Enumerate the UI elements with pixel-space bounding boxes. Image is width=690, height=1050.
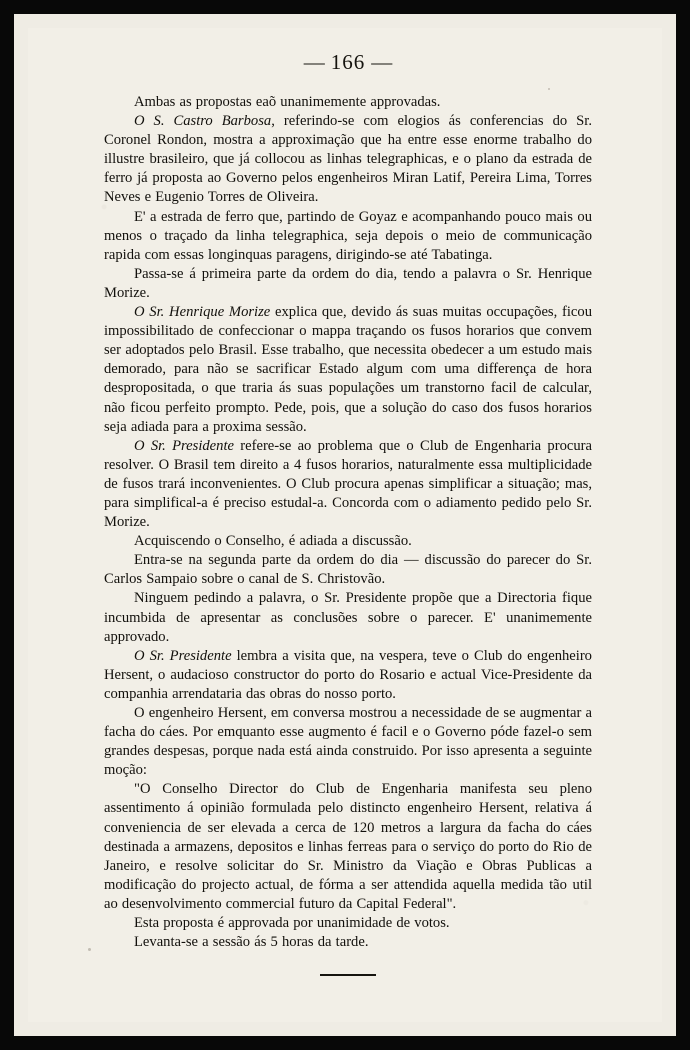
paragraph: [104, 933, 592, 952]
paragraph: [104, 647, 592, 704]
paragraph-text: E' a estrada de ferro que, partindo de Goyaz e acompanhando pouco mais ou menos o traçado da linha telegraphica, seja depois o meio de communicação rapida com essas longinquas paragens, dirigindo-se até Tabatinga.: [104, 208, 592, 263]
page-number: [104, 50, 592, 75]
paragraph: [104, 93, 592, 112]
paper-speck: [88, 948, 91, 951]
paragraph-text: explica que, devido ás suas muitas occupações, ficou impossibilitado de confeccionar o mappa traçando os fusos horarios que convem ser adoptados pelo Brasil. Esse trabalho, que necessita obedecer a um estudo mais demorado, para não se sacrificar Estado algum com uma differença de hora despropositada, o que traria ás suas populações um transtorno facil de calcular, não ficou perfeito prompto. Pede, pois, que a solução do caso dos fusos horarios seja adiada para a proxima sessão.: [104, 304, 592, 435]
paragraph-text: , referindo-se com elogios ás conferencias do Sr. Coronel Rondon, mostra a approximação que ha entre esse enorme trabalho do illustre brasileiro, que já collocou as linhas telegraphicas, e o plano da estrada de ferro já proposta ao Governo pelos engenheiros Miran Latif, Pereira Lima, Torres Neves e Eugenio Torres de Oliveira.: [104, 113, 592, 206]
page-number-suffix: —: [371, 50, 393, 74]
page-content: [104, 50, 592, 976]
paragraph-text: refere-se ao problema que o Club de Engenharia procura resolver. O Brasil tem direito a 4 fusos horarios, naturalmente essa multiplicidade de fusos trará inconvenientes. O Club procura apenas simplificar a situação; mas, para simplifical-a é preciso estudal-a. Concorda com o adiamento pedido pelo Sr. Morize.: [104, 437, 592, 531]
page-number-value: 166: [330, 50, 366, 74]
page-paper: [28, 28, 662, 1022]
paragraph: [104, 303, 592, 437]
paragraph-text: Acquiscendo o Conselho, é adiada a discussão.: [134, 533, 412, 550]
paragraph-text: Ninguem pedindo a palavra, o Sr. Presidente propõe que a Directoria fique incumbida de apresentar as conclusões sobre o parecer. E' unanimemente approvado.: [104, 590, 592, 645]
speaker-name: O Sr. Presidente: [134, 437, 234, 454]
paragraph-text: Levanta-se a sessão ás 5 horas da tarde.: [134, 934, 369, 951]
speaker-name: O Sr. Presidente: [134, 647, 232, 664]
speaker-name: O S. Castro Barbosa: [134, 113, 272, 130]
paragraph: [104, 551, 592, 589]
paragraph: [104, 437, 592, 532]
paragraph: [104, 208, 592, 265]
paragraph-text: lembra a visita que, na vespera, teve o Club do engenheiro Hersent, o audacioso constructor do porto do Rosario e actual Vice-Presidente da companhia arrendataria das obras do nosso porto.: [104, 647, 592, 702]
paragraph-text: Esta proposta é approvada por unanimidade de votos.: [134, 915, 450, 932]
paragraph: [104, 914, 592, 933]
paragraph: [104, 532, 592, 551]
paragraph-text: Passa-se á primeira parte da ordem do dia, tendo a palavra o Sr. Henrique Morize.: [104, 265, 592, 301]
paragraph-text: "O Conselho Director do Club de Engenharia manifesta seu pleno assentimento á opinião formulada pelo distincto engenheiro Hersent, relativa á conveniencia de ser elevada a cerca de 120 metros a largura da facha do cáes destinada a armazens, depositos e linhas ferreas para o serviço do porto do Rio de Janeiro, e resolve solicitar do Sr. Ministro da Viação e Obras Publicas a modificação do projecto actual, de fórma a ser attendida aquella medida tão util ao desenvolvimento commercial futuro da Capital Federal".: [104, 781, 592, 912]
paragraph: [104, 589, 592, 646]
paragraph-text: Entra-se na segunda parte da ordem do dia — discussão do parecer do Sr. Carlos Sampaio sobre o canal de S. Christovão.: [104, 552, 592, 588]
section-end-rule: [320, 974, 376, 976]
speaker-name: O Sr. Henrique Morize: [134, 304, 271, 321]
paragraph: [104, 780, 592, 914]
paragraph-text: Ambas as propostas eaõ unanimemente approvadas.: [134, 94, 441, 110]
page-number-prefix: —: [303, 50, 325, 74]
paragraph: [104, 112, 592, 207]
document-body: [104, 93, 592, 952]
paragraph-text: O engenheiro Hersent, em conversa mostrou a necessidade de se augmentar a facha do cáes. Por emquanto esse augmento é facil e o Governo póde fazel-o sem grandes despesas, porque nada está ainda construido. Por isso apresenta a seguinte moção:: [104, 705, 592, 779]
paragraph: [104, 704, 592, 780]
paragraph: [104, 265, 592, 303]
